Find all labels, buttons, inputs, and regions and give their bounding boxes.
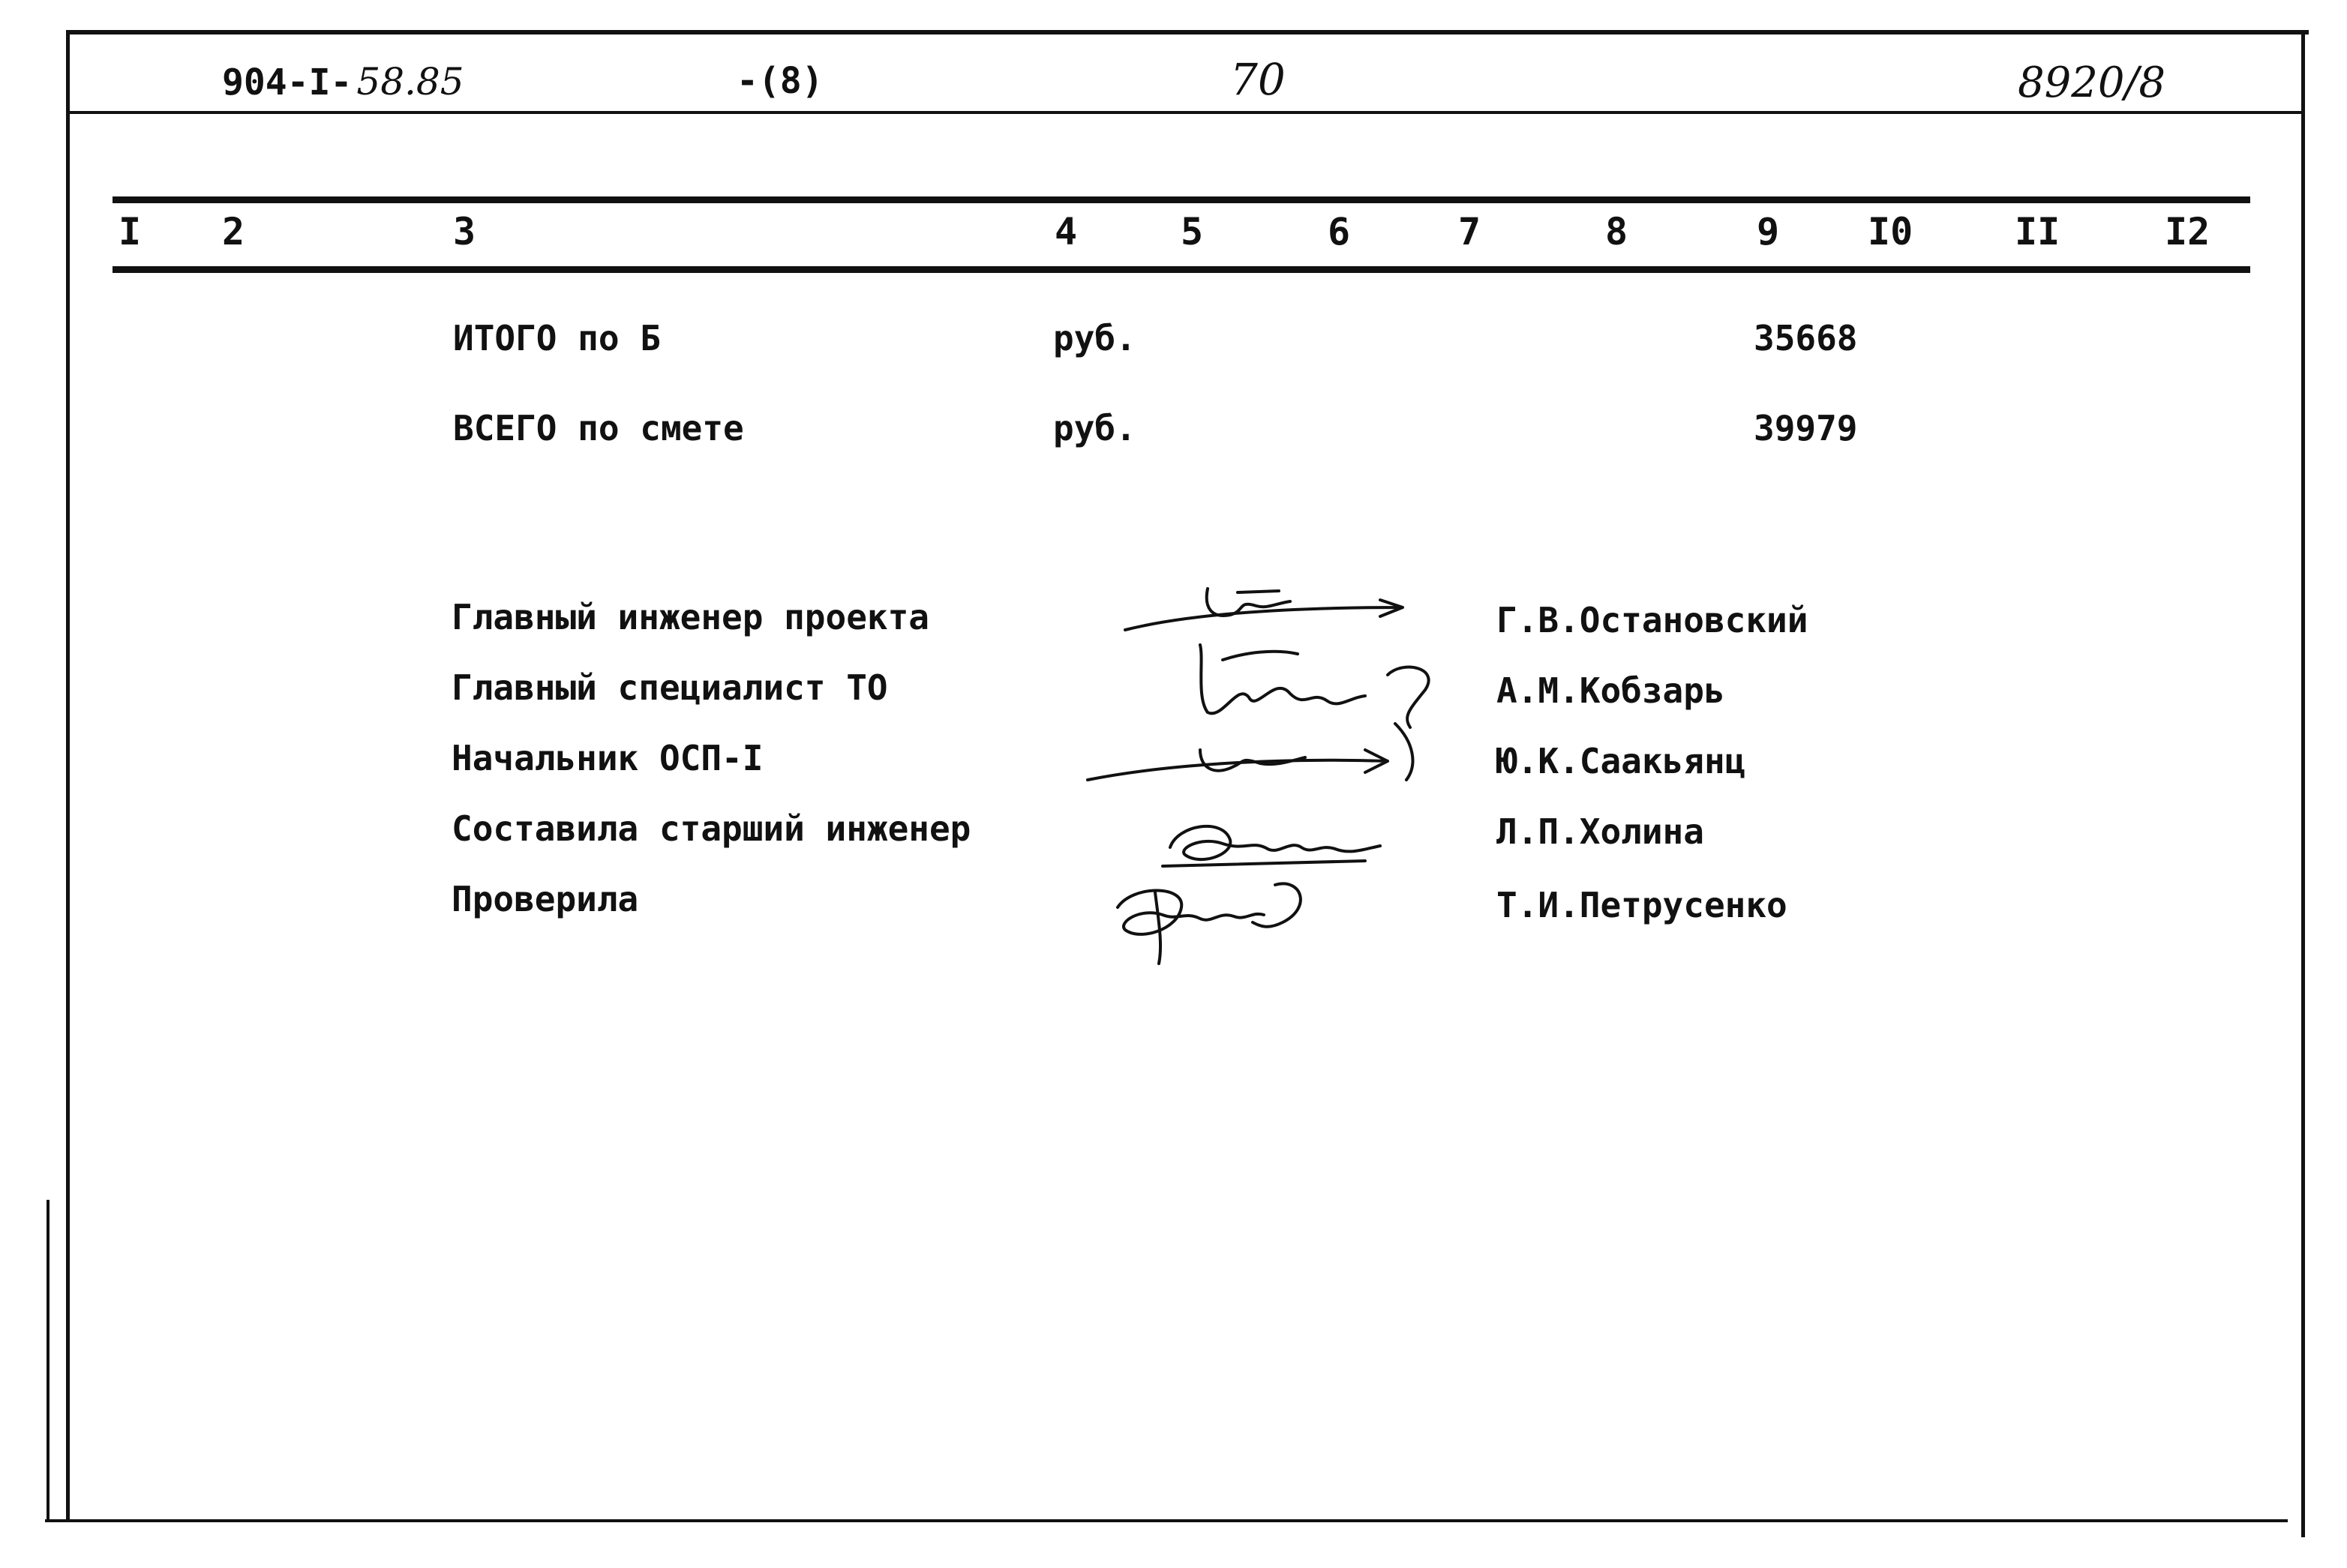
sheet-reference: -(8)	[737, 60, 824, 102]
signature-5	[1118, 883, 1301, 964]
document-number-suffix: 58.85	[356, 60, 464, 103]
table-cell-name: ИТОГО по Б	[453, 318, 661, 358]
table-cell-unit: руб.	[1053, 408, 1136, 448]
column-number: 6	[1328, 210, 1351, 253]
column-number: 9	[1757, 210, 1780, 253]
table-cell-value: 35668	[1754, 318, 1858, 358]
signatory-title: Главный инженер проекта	[452, 597, 929, 637]
signatory-name: Ю.К.Саакьянц	[1496, 741, 1746, 781]
document-code: 8920/8	[2018, 58, 2166, 107]
column-number: 2	[222, 210, 245, 253]
signatory-name: А.М.Кобзарь	[1496, 670, 1725, 711]
signatory-title: Проверила	[452, 879, 639, 919]
frame-bottom-border	[45, 1519, 2288, 1522]
signature-1	[1125, 589, 1403, 630]
frame-top-border	[66, 30, 2309, 34]
frame-left-border	[66, 30, 70, 1522]
signatory-name: Л.П.Холина	[1496, 811, 1704, 852]
header-divider	[69, 111, 2301, 114]
signatory-title: Составила старший инженер	[452, 808, 971, 849]
signatory-name: Т.И.Петрусенко	[1496, 885, 1787, 925]
frame-right-border	[2301, 30, 2305, 1537]
table-cell-unit: руб.	[1053, 318, 1136, 358]
page-number: 70	[1230, 54, 1286, 105]
table-cell-name: ВСЕГО по смете	[453, 408, 744, 448]
column-number: 4	[1055, 210, 1078, 253]
table-header-bottom-rule	[113, 266, 2250, 273]
column-number: I	[119, 210, 142, 253]
signatory-title: Начальник ОСП-I	[452, 738, 764, 778]
table-top-rule	[113, 196, 2250, 203]
signatory-name: Г.В.Остановский	[1496, 600, 1808, 640]
column-number: 7	[1458, 210, 1481, 253]
signature-3	[1088, 724, 1412, 780]
column-number: 5	[1181, 210, 1204, 253]
column-number: I0	[1868, 210, 1913, 253]
signature-4	[1163, 826, 1380, 866]
frame-left-border-lower	[47, 1200, 50, 1522]
handwritten-signatures	[1050, 570, 1470, 967]
column-number: 8	[1605, 210, 1628, 253]
column-number: 3	[453, 210, 476, 253]
table-cell-value: 39979	[1754, 408, 1858, 448]
column-number: I2	[2165, 210, 2210, 253]
document-number-prefix: 904-I-	[222, 61, 353, 103]
column-number: II	[2015, 210, 2060, 253]
signature-2	[1200, 645, 1429, 727]
document-number	[222, 60, 464, 103]
signatory-title: Главный специалист ТО	[452, 667, 888, 708]
